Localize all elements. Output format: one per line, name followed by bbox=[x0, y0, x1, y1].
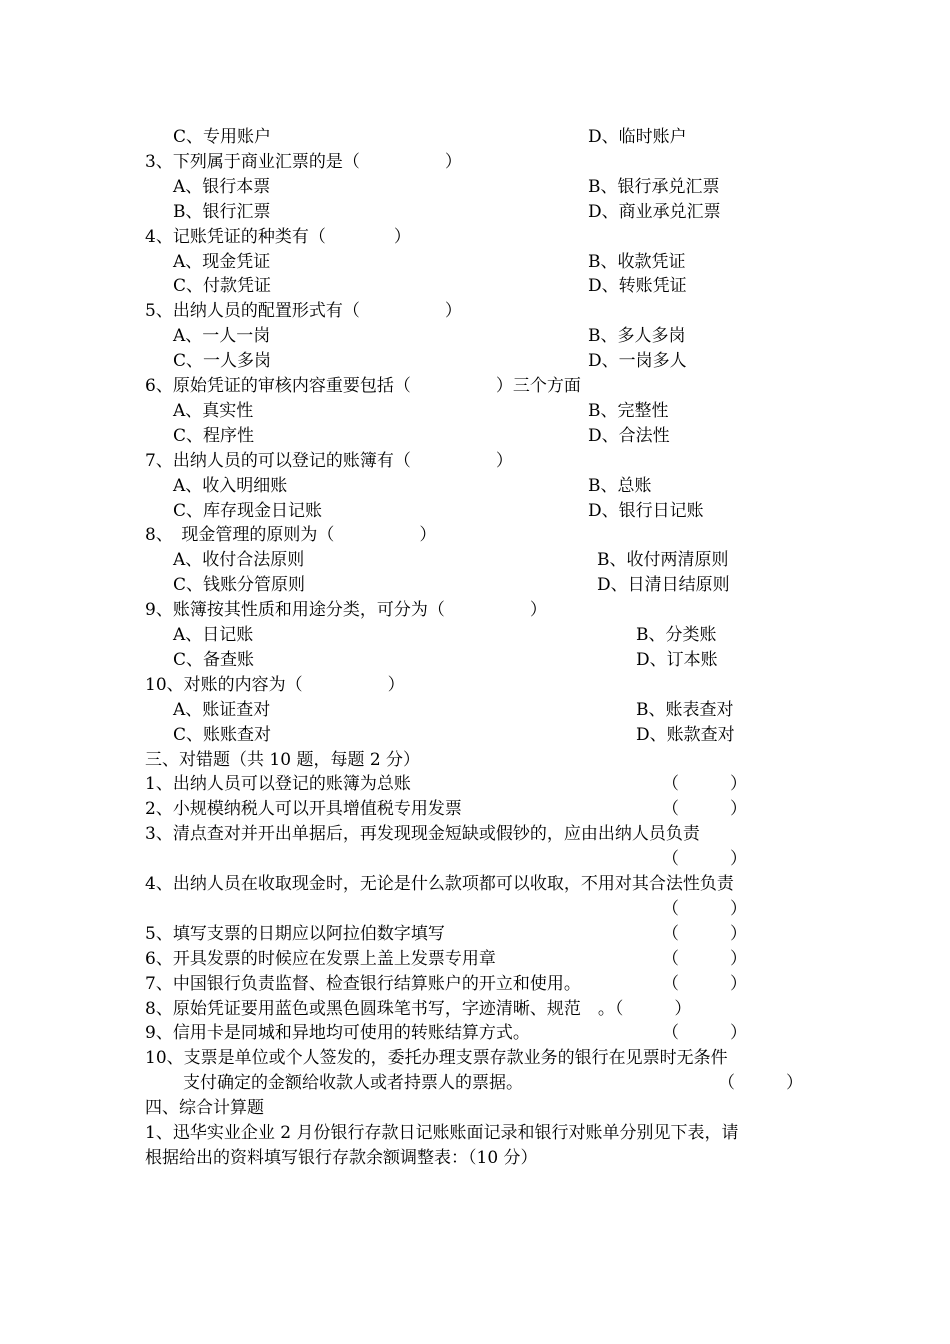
question-text: 四、综合计算题 bbox=[145, 1098, 264, 1119]
question-text: 10、支票是单位或个人签发的，委托办理支票存款业务的银行在见票时无条件 bbox=[145, 1048, 728, 1069]
question-text: 1、出纳人员可以登记的账簿为总账 bbox=[145, 774, 411, 795]
question-text: 5、出纳人员的配置形式有（ ） bbox=[145, 301, 462, 322]
question-text: 5、填写支票的日期应以阿拉伯数字填写 bbox=[145, 923, 445, 944]
question-text: 8、原始凭证要用蓝色或黑色圆珠笔书写，字迹清晰、规范 。（ ） bbox=[145, 998, 692, 1019]
answer-blank: （ ） bbox=[662, 898, 747, 919]
answer-blank: （ ） bbox=[662, 799, 747, 820]
option-right: D、银行日记账 bbox=[588, 500, 704, 521]
question-text: 4、出纳人员在收取现金时，无论是什么款项都可以收取，不用对其合法性负责 bbox=[145, 874, 734, 894]
question-text: 7、出纳人员的可以登记的账簿有（ ） bbox=[145, 450, 513, 471]
option-left: A、银行本票 bbox=[173, 176, 271, 197]
option-left: A、现金凭证 bbox=[173, 251, 271, 272]
question-text: 4、记账凭证的种类有（ ） bbox=[145, 226, 411, 247]
option-right: B、收款凭证 bbox=[588, 251, 686, 272]
option-left: C、备查账 bbox=[173, 649, 255, 670]
option-right: B、分类账 bbox=[636, 625, 717, 645]
question-text: 6、开具发票的时候应在发票上盖上发票专用章 bbox=[145, 948, 496, 969]
option-left: C、账账查对 bbox=[173, 724, 272, 745]
answer-blank: （ ） bbox=[662, 973, 747, 994]
option-left: C、程序性 bbox=[173, 425, 255, 446]
option-left: A、日记账 bbox=[173, 625, 254, 645]
question-text: 3、下列属于商业汇票的是（ ） bbox=[145, 151, 462, 172]
option-left: A、账证查对 bbox=[173, 699, 271, 720]
option-right: D、转账凭证 bbox=[588, 276, 687, 297]
question-text: 10、对账的内容为（ ） bbox=[145, 674, 405, 695]
question-text: 8、 现金管理的原则为（ ） bbox=[145, 525, 437, 546]
option-right: B、完整性 bbox=[588, 400, 669, 421]
option-right: D、临时账户 bbox=[588, 127, 687, 147]
answer-blank: （ ） bbox=[662, 849, 747, 870]
option-left: C、专用账户 bbox=[173, 127, 272, 147]
option-right: D、商业承兑汇票 bbox=[588, 201, 721, 222]
question-text: 根据给出的资料填写银行存款余额调整表：（10 分） bbox=[145, 1147, 538, 1168]
option-left: A、一人一岗 bbox=[173, 326, 271, 347]
option-right: D、账款查对 bbox=[636, 724, 735, 745]
option-right: B、收付两清原则 bbox=[597, 550, 729, 571]
option-right: B、多人多岗 bbox=[588, 326, 686, 347]
question-text: 9、信用卡是同城和异地均可使用的转账结算方式。 bbox=[145, 1023, 530, 1044]
option-right: B、总账 bbox=[588, 475, 652, 496]
option-left: A、收入明细账 bbox=[173, 475, 288, 496]
option-right: D、日清日结原则 bbox=[597, 575, 730, 596]
option-left: C、付款凭证 bbox=[173, 276, 272, 297]
option-right: D、一岗多人 bbox=[588, 351, 687, 372]
question-text: 支付确定的金额给收款人或者持票人的票据。 bbox=[183, 1073, 523, 1094]
answer-blank: （ ） bbox=[718, 1073, 803, 1094]
option-left: C、库存现金日记账 bbox=[173, 500, 323, 521]
option-right: D、订本账 bbox=[636, 649, 718, 670]
question-text: 6、原始凭证的审核内容重要包括（ ）三个方面 bbox=[145, 376, 581, 396]
option-left: C、钱账分管原则 bbox=[173, 575, 306, 596]
option-right: B、银行承兑汇票 bbox=[588, 176, 720, 197]
answer-blank: （ ） bbox=[662, 923, 747, 944]
option-left: C、一人多岗 bbox=[173, 351, 272, 372]
question-text: 2、小规模纳税人可以开具增值税专用发票 bbox=[145, 799, 462, 820]
option-left: A、收付合法原则 bbox=[173, 550, 305, 571]
option-right: D、合法性 bbox=[588, 425, 670, 446]
question-text: 1、迅华实业企业 2 月份银行存款日记账账面记录和银行对账单分别见下表，请 bbox=[145, 1123, 739, 1143]
option-right: B、账表查对 bbox=[636, 699, 734, 720]
question-text: 7、中国银行负责监督、检查银行结算账户的开立和使用。 bbox=[145, 973, 581, 994]
answer-blank: （ ） bbox=[662, 774, 747, 795]
answer-blank: （ ） bbox=[662, 1023, 747, 1044]
question-text: 3、清点查对并开出单据后，再发现现金短缺或假钞的，应由出纳人员负责 bbox=[145, 824, 700, 845]
option-left: B、银行汇票 bbox=[173, 201, 271, 222]
option-left: A、真实性 bbox=[173, 400, 254, 421]
answer-blank: （ ） bbox=[662, 948, 747, 969]
question-text: 9、账簿按其性质和用途分类，可分为（ ） bbox=[145, 600, 547, 621]
question-text: 三、对错题（共 10 题，每题 2 分） bbox=[145, 749, 421, 770]
